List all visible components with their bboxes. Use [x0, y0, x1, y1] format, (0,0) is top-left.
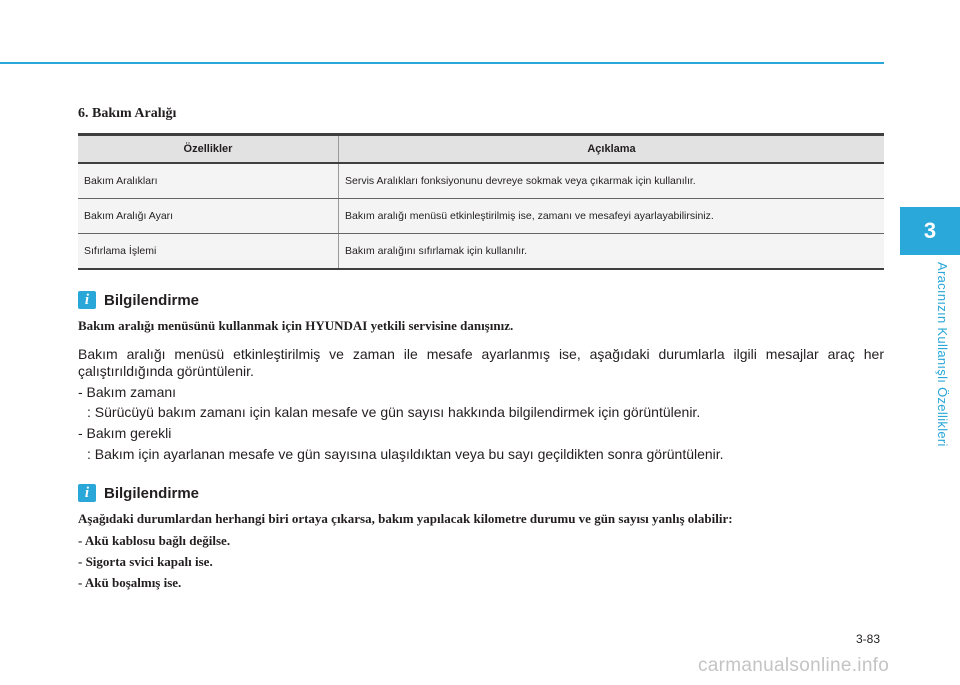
section-title: 6. Bakım Aralığı: [78, 106, 177, 121]
table-header-features: Özellikler: [78, 135, 339, 164]
table-cell-description: Bakım aralığı menüsü etkinleştirilmiş ise, zamanı ve mesafeyi ayarlayabilirsiniz.: [339, 199, 885, 234]
list-item-label: - Bakım zamanı: [78, 384, 177, 400]
list-item-desc: : Sürücüyü bakım zamanı için kalan mesafe ve gün sayısı hakkında bilgilendirmek için görüntülenir.: [87, 404, 701, 420]
info-heading-2: [78, 484, 199, 502]
header-rule: [0, 62, 884, 64]
info-icon: i: [78, 291, 96, 309]
page-number: 3-83: [856, 632, 881, 646]
list-item: - Akü kablosu bağlı değilse.: [78, 533, 231, 548]
info-note-1: Bakım aralığı menüsünü kullanmak için HYUNDAI yetkili servisine danışınız.: [78, 318, 514, 333]
table-cell-feature: Bakım Aralıkları: [78, 163, 339, 199]
chapter-tab: 3: [900, 207, 960, 255]
chapter-side-title: Aracınızın Kullanışlı Özellikleri: [935, 262, 950, 447]
info-icon: i: [78, 484, 96, 502]
info-note-2: Aşağıdaki durumlardan herhangi biri ortaya çıkarsa, bakım yapılacak kilometre durumu ve gün sayısı yanlış olabilir:: [78, 511, 733, 526]
table-header-description: Açıklama: [339, 135, 885, 164]
table-row: [78, 163, 884, 199]
info-paragraph-1: Bakım aralığı menüsü etkinleştirilmiş ve zaman ile mesafe ayarlanmış ise, aşağıdaki durumlarla ilgili mesajlar araç her çalıştırıldığında görüntülenir.: [78, 346, 884, 379]
info-title: Bilgilendirme: [104, 291, 200, 309]
table-cell-feature: Bakım Aralığı Ayarı: [78, 199, 339, 234]
table-cell-description: Servis Aralıkları fonksiyonunu devreye sokmak veya çıkarmak için kullanılır.: [339, 163, 885, 199]
info-heading-1: [78, 291, 199, 309]
table-cell-feature: Sıfırlama İşlemi: [78, 234, 339, 270]
list-item: - Sigorta svici kapalı ise.: [78, 554, 213, 569]
table-header-row: [78, 135, 884, 164]
table-cell-description: Bakım aralığını sıfırlamak için kullanılır.: [339, 234, 885, 270]
table-row: [78, 234, 884, 270]
watermark: carmanualsonline.info: [698, 655, 890, 676]
features-table: [78, 133, 884, 270]
list-item: - Akü boşalmış ise.: [78, 575, 182, 590]
list-item-desc: : Bakım için ayarlanan mesafe ve gün sayısına ulaşıldıktan veya bu sayı geçildikten sonra görüntülenir.: [87, 446, 724, 462]
list-item-label: - Bakım gerekli: [78, 425, 172, 441]
info-title: Bilgilendirme: [104, 484, 200, 502]
table-row: [78, 199, 884, 234]
